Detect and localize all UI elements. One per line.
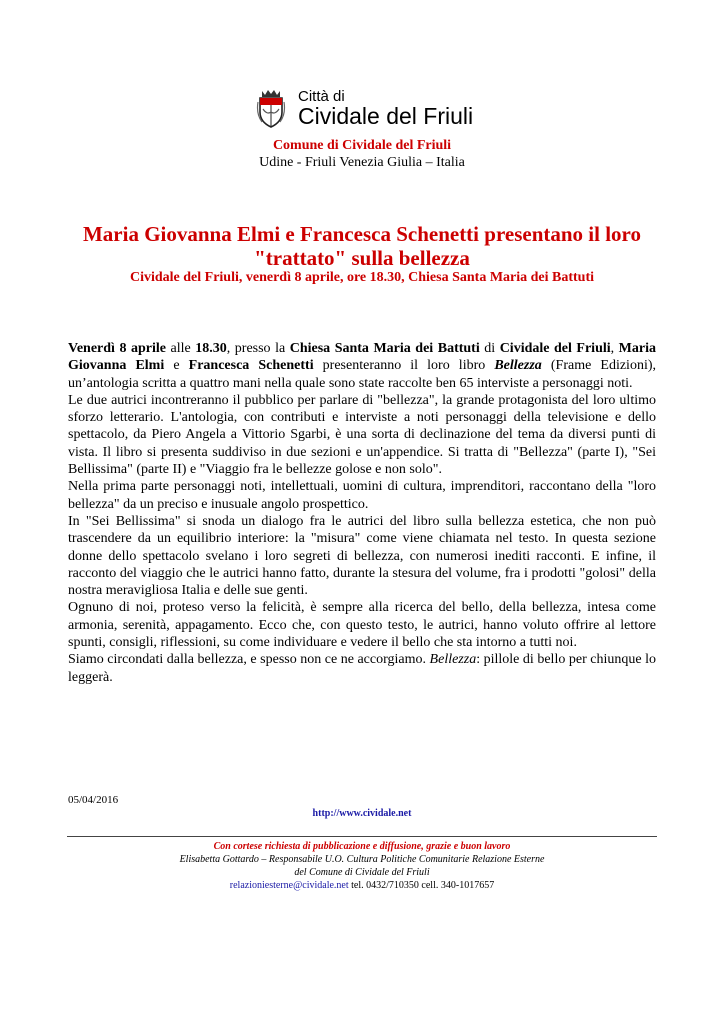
text-run: alle — [165, 341, 196, 356]
bold-text: Chiesa Santa Maria dei Battuti — [289, 341, 480, 356]
text-run: presenteranno il loro libro — [313, 358, 495, 374]
footer-responsible: Elisabetta Gottardo – Responsabile U.O. Cultura Politiche Comunitarie Relazione Esterne — [179, 854, 545, 865]
text-run: , presso la — [226, 341, 290, 356]
bold-text: Francesca Schenetti — [188, 358, 314, 374]
book-title: Bellezza — [429, 652, 477, 668]
bold-text: Venerdì 8 aprile — [68, 341, 166, 356]
document-date: 05/04/2016 — [68, 794, 119, 806]
website-link[interactable]: http://www.cividale.net — [312, 808, 412, 819]
page-subtitle: Cividale del Friuli, venerdì 8 aprile, ore 18.30, Chiesa Santa Maria dei Battuti — [129, 270, 595, 285]
footer-request: Con cortese richiesta di pubblicazione e diffusione, grazie e buon lavoro — [213, 841, 511, 852]
text-run: : pillole di bello per chiunque lo leggerà. — [68, 652, 656, 685]
text-run: (Frame Edizioni), un’antologia scritta a quattro mani nella quale sono state raccolte ben 65 interviste a personaggi noti. — [68, 358, 657, 391]
paragraph-2: Le due autrici incontreranno il pubblico per parlare di "bellezza", la grande protagonista del loro ultimo sforzo letterario. L'antologia, con contributi e interviste a noti personaggi della televisione e dello spettacolo, da Piero Angela a Vittorio Sgarbi, è una sorta di declinazione del tema da diversi punti di vista. Il libro si presenta suddiviso in due sezioni e un'appendice. Si tratta di "Bellezza" (parte I), "Sei Bellissima" (parte II) e "Viaggio fra le bellezze golose e non solo". — [68, 392, 656, 478]
text-run: e — [164, 358, 189, 374]
text-run: di — [479, 341, 500, 356]
phone-numbers: tel. 0432/710350 cell. 340-1017657 — [348, 880, 495, 891]
bold-text: 18.30 — [195, 341, 227, 356]
page-title: Maria Giovanna Elmi e Francesca Schenetti presentano il loro "trattato" sulla bellezza — [82, 222, 641, 270]
city-crest-icon — [256, 88, 286, 128]
paragraph-5: Ognuno di noi, proteso verso la felicità, è sempre alla ricerca del bello, della bellezza, intesa come armonia, serenità, appagamento. Ecco che, con questo testo, le autrici, hanno voluto offrire al lettore spunti, consigli, riflessioni, su come individuare e vedere il bello che sta intorno a tutti noi. — [68, 600, 656, 651]
org-location: Udine - Friuli Venezia Giulia – Italia — [259, 155, 465, 170]
org-name: Comune di Cividale del Friuli — [272, 138, 452, 153]
book-title: Bellezza — [494, 358, 542, 374]
footer-contacts — [0, 879, 724, 892]
paragraph-1 — [68, 340, 656, 392]
email-link[interactable]: relazioniesterne@cividale.net — [229, 880, 349, 891]
footer — [0, 840, 724, 892]
bold-text: Maria Giovanna Elmi — [68, 341, 656, 374]
bold-text: Cividale del Friuli — [499, 341, 611, 356]
footer-divider — [67, 836, 657, 837]
city-logo — [256, 88, 496, 132]
text-run: , — [610, 341, 619, 356]
paragraph-6 — [68, 651, 656, 686]
paragraph-3: Nella prima parte personaggi noti, intellettuali, uomini di cultura, imprenditori, raccontano della "loro bellezza" da un preciso e inusuale angolo prospettico. — [68, 479, 656, 512]
logo-big-text: Cividale del Friuli — [298, 103, 474, 129]
paragraph-4: In "Sei Bellissima" si snoda un dialogo fra le autrici del libro sulla bellezza estetica, che non può trascendere da un equilibrio interiore: la "misura" come viene chiamata nel testo. In questa sezione donne dello spettacolo svelano i loro segreti di bellezza, con numerosi inediti racconti. E infine, il racconto del viaggio che le autrici hanno fatto, durante la stesura del volume, fra i prodotti "golosi" della nostra meravigliosa Italia e delle sue genti. — [68, 513, 656, 599]
text-run: Siamo circondati dalla bellezza, e spesso non ce ne accorgiamo. — [68, 652, 430, 668]
article-body — [68, 340, 656, 686]
footer-office: del Comune di Cividale del Friuli — [294, 867, 430, 878]
logo-small-text: Città di — [298, 88, 345, 105]
